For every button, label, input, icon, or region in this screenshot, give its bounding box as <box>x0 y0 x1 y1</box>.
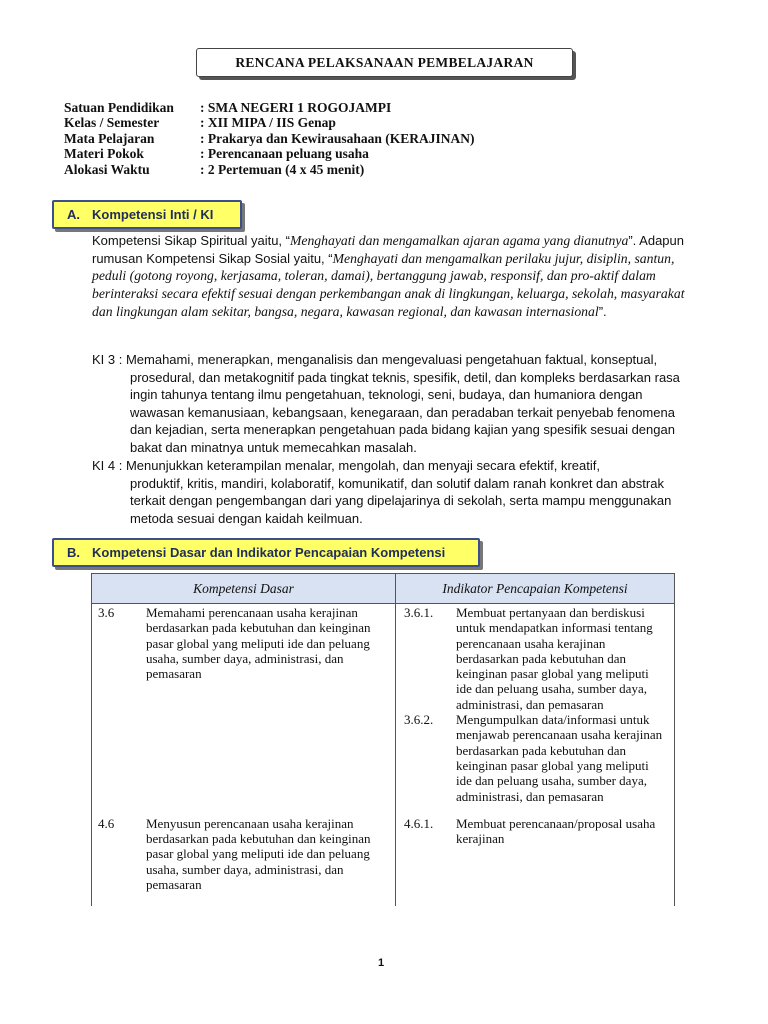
table-header-row <box>92 574 675 604</box>
indicator-cell <box>396 604 675 816</box>
kd-number: 3.6 <box>98 605 115 620</box>
kd-cell <box>92 604 396 816</box>
ki4-first-line: KI 4 : Menunjukkan keterampilan menalar, mengolah, dan menyaji secara efektif, kreatif, <box>92 458 600 473</box>
ki3-first-line: KI 3 : Memahami, menerapkan, menganalisis dan mengevaluasi pengetahuan faktual, konseptual, <box>92 352 658 367</box>
ki4-continuation: produktif, kritis, mandiri, kolaboratif, komunikatif, dan solutif dalam ranah konkret dan abstrak terkait dengan pengembangan dari yang dipelajarinya di sekolah, serta mampu menggunakan metoda sesuai dengan kaidah keilmuan. <box>130 475 672 526</box>
info-value: : Prakarya dan Kewirausahaan (KERAJINAN) <box>200 130 475 146</box>
info-value: : XII MIPA / IIS Genap <box>200 115 336 131</box>
info-label: Mata Pelajaran <box>64 130 155 146</box>
section-a-heading <box>52 200 242 229</box>
kd-text: Memahami perencanaan usaha kerajinan berdasarkan pada kebutuhan dan keinginan pasar global yang meliputi ide dan peluang usaha, sumber daya, administrasi, dan pemasaran <box>146 605 371 682</box>
section-letter: A. <box>67 207 80 222</box>
ki4-item <box>92 457 692 527</box>
ki-spiritual-social-paragraph <box>92 232 692 321</box>
para-text: ”. <box>598 303 607 319</box>
info-block <box>64 100 475 177</box>
ki3-continuation: prosedural, dan metakognitif pada tingkat teknis, spesifik, detil, dan kompleks berdasarkan rasa ingin tahunya tentang ilmu pengetahuan, teknologi, seni, budaya, dan humaniora dengan wawasan kemanusiaan, kebangsaan, kenegaraan, dan peradaban terkait penyebab fenomena dan kejadian, serta menerapkan pengetahuan pada bidang kajian yang spesifik sesuai dengan bakat dan minatnya untuk memecahkan masalah. <box>130 369 680 455</box>
info-row <box>64 100 475 115</box>
info-row <box>64 115 475 130</box>
document-title: RENCANA PELAKSANAAN PEMBELAJARAN <box>196 48 573 77</box>
info-value: : 2 Pertemuan (4 x 45 menit) <box>200 161 365 177</box>
kd-text: Menyusun perencanaan usaha kerajinan berdasarkan pada kebutuhan dan keinginan pasar global yang meliputi ide dan peluang usaha, sumber daya, administrasi, dan pemasaran <box>146 815 371 893</box>
indicator-number: 3.6.1. <box>404 605 434 620</box>
indicator-text: Membuat perencanaan/proposal usaha kerajinan <box>456 815 656 847</box>
section-title: Kompetensi Inti / KI <box>92 207 214 222</box>
info-row <box>64 146 475 161</box>
competency-table <box>91 573 675 906</box>
para-text: Kompetensi Sikap Spiritual yaitu, “ <box>92 233 290 248</box>
section-title: Kompetensi Dasar dan Indikator Pencapaian Kompetensi <box>92 545 446 560</box>
info-label: Kelas / Semester <box>64 115 160 131</box>
info-label: Materi Pokok <box>64 146 144 162</box>
kd-cell <box>92 816 396 906</box>
header-indikator: Indikator Pencapaian Kompetensi <box>396 574 675 604</box>
info-value: : SMA NEGERI 1 ROGOJAMPI <box>200 100 392 115</box>
info-label: Satuan Pendidikan <box>64 100 174 115</box>
ki3-item <box>92 351 692 457</box>
para-italic: Menghayati dan mengamalkan ajaran agama yang dianutnya <box>289 233 629 248</box>
indicator-text: Membuat pertanyaan dan berdiskusi untuk mendapatkan informasi tentang perencanaan usaha kerajinan berdasarkan pada kebutuhan dan keinginan pasar global yang meliputi ide dan peluang usaha, sumber daya, administrasi, dan pemasaran <box>456 605 653 712</box>
info-row <box>64 131 475 146</box>
table-row <box>92 604 675 816</box>
info-row <box>64 162 475 177</box>
header-kompetensi-dasar: Kompetensi Dasar <box>92 574 396 604</box>
para-text: ”. Adapun rumusan Kompetensi Sikap Sosial yaitu, “ <box>92 233 684 266</box>
info-label: Alokasi Waktu <box>64 161 150 177</box>
para-italic: Menghayati dan mengamalkan perilaku jujur, disiplin, santun, peduli (gotong royong, kerjasama, toleran, damai), bertanggung jawab, responsif, dan pro-aktif dalam berinteraksi secara efektif sesuai dengan perkembangan anak di lingkungan, keluarga, sekolah, masyarakat dan lingkungan alam sekitar, bangsa, negara, kawasan regional, dan kawasan internasional <box>92 250 685 319</box>
indicator-text: Mengumpulkan data/informasi untuk menjawab perencanaan usaha kerajinan berdasarkan pada kebutuhan dan keinginan pasar global yang meliputi ide dan peluang usaha, sumber daya, administrasi, dan pemasaran <box>456 712 663 804</box>
table-row <box>92 816 675 906</box>
indicator-number: 4.6.1. <box>404 815 434 831</box>
section-b-heading <box>52 538 480 567</box>
indicator-cell <box>396 816 675 906</box>
section-letter: B. <box>67 545 80 560</box>
info-value: : Perencanaan peluang usaha <box>200 146 369 162</box>
page-number: 1 <box>378 957 385 969</box>
kd-number: 4.6 <box>98 815 115 831</box>
indicator-number: 3.6.2. <box>404 712 434 728</box>
